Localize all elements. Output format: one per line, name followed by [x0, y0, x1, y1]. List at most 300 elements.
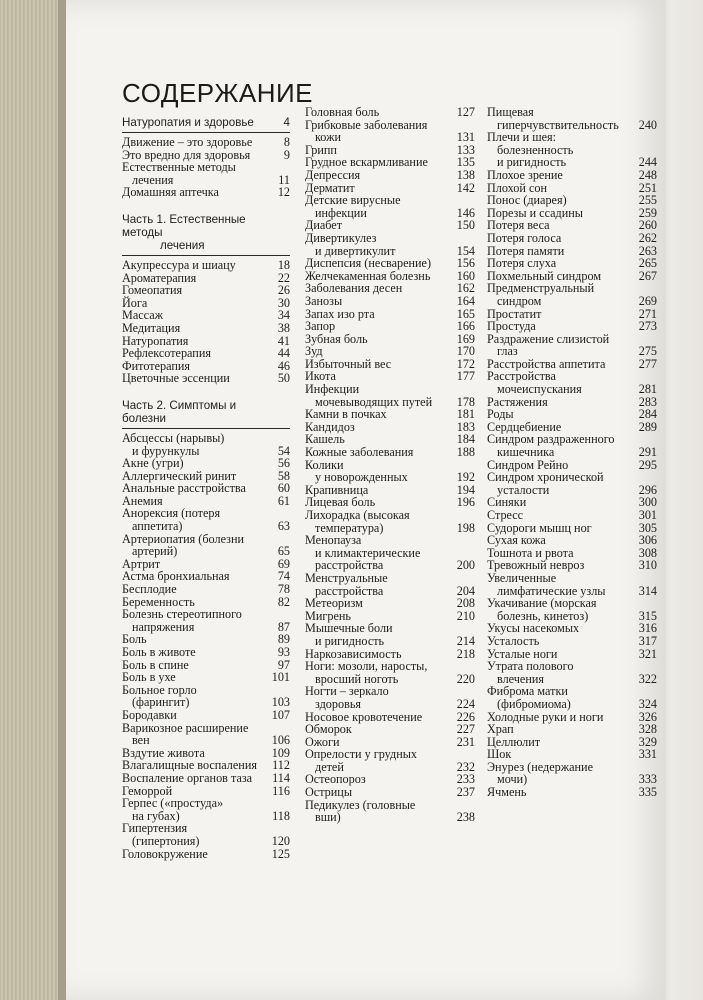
intro-heading-page: 4 — [283, 116, 290, 129]
toc-entry — [487, 698, 657, 711]
divider — [122, 132, 290, 133]
toc-entry-title: Анемия — [122, 493, 163, 508]
toc-entry-page: 224 — [456, 696, 475, 711]
toc-entry-page: 178 — [456, 394, 475, 409]
toc-entry-title: Стресс — [487, 508, 524, 522]
toc-column-2 — [305, 106, 475, 824]
toc-entry-title: и климактерические — [315, 545, 421, 560]
toc-entry-title: лечения — [132, 172, 174, 187]
toc-entry-title: Астма бронхиальная — [122, 569, 230, 584]
toc-entry-title: Ожоги — [305, 734, 340, 749]
toc-entry-page: 106 — [271, 733, 290, 748]
toc-entry — [122, 259, 290, 272]
toc-entry-title: (фарингит) — [132, 695, 190, 710]
toc-entry-page: 82 — [277, 594, 290, 609]
toc-entry-title: Естественные методы — [122, 160, 236, 175]
toc-entry-title: Ногти – зеркало — [305, 684, 389, 699]
toc-entry-page: 142 — [456, 180, 475, 195]
toc-entry-title: Анорексия (потеря — [122, 506, 221, 521]
toc-entry-title: Мигрень — [305, 608, 351, 623]
toc-entry-page: 172 — [456, 356, 475, 371]
toc-entry-title: болезненность — [497, 142, 574, 157]
toc-entry-page: 271 — [638, 306, 657, 321]
toc-entry-title: Грибковые заболевания — [305, 117, 428, 132]
toc-entry — [122, 797, 290, 810]
toc-entry-title: Вздутие живота — [122, 745, 205, 760]
toc-entry-title: Инфекции — [305, 382, 360, 397]
toc-entry-page: 109 — [271, 745, 290, 760]
toc-entry-title: Боль в ухе — [122, 670, 176, 685]
toc-entry-title: Дивертикулез — [305, 230, 377, 245]
toc-entry-page: 61 — [277, 493, 290, 508]
toc-entry-title: Боль в спине — [122, 657, 189, 672]
col3-list — [487, 106, 657, 799]
toc-entry-title: Акне (угри) — [122, 456, 184, 471]
toc-entry-page: 65 — [277, 544, 290, 559]
toc-entry-title: вши) — [315, 810, 341, 825]
toc-entry-page: 289 — [638, 419, 657, 434]
toc-entry — [122, 835, 290, 848]
toc-entry-page: 296 — [638, 482, 657, 497]
toc-entry-title: Фитотерапия — [122, 358, 190, 373]
toc-entry — [487, 408, 657, 421]
toc-entry-title: Потеря памяти — [487, 243, 565, 258]
toc-entry — [487, 635, 657, 648]
toc-entry-page: 156 — [456, 256, 475, 271]
toc-entry — [305, 723, 475, 736]
part1-list — [122, 259, 290, 385]
toc-entry-page: 78 — [277, 582, 290, 597]
toc-entry-title: Варикозное расширение — [122, 720, 249, 735]
toc-entry-title: Икота — [305, 369, 336, 384]
toc-entry — [487, 748, 657, 761]
page-title: СОДЕРЖАНИЕ — [122, 78, 314, 108]
toc-entry-page: 255 — [638, 193, 657, 208]
toc-entry-page: 273 — [638, 319, 657, 334]
toc-entry-page: 127 — [456, 105, 475, 119]
toc-entry-title: Потеря слуха — [487, 256, 557, 271]
toc-entry-title: Мышечные боли — [305, 621, 393, 636]
divider — [122, 255, 290, 256]
toc-entry-title: Похмельный синдром — [487, 268, 602, 283]
toc-entry-title: Остеопороз — [305, 772, 366, 787]
toc-entry-title: гиперчувствительность — [497, 117, 619, 132]
toc-entry-page: 308 — [638, 545, 657, 560]
toc-entry-page: 306 — [638, 533, 657, 548]
toc-entry-title: Геморрой — [122, 783, 173, 798]
toc-entry — [305, 572, 475, 585]
toc-entry-title: влечения — [497, 671, 544, 686]
toc-entry-title: Диспепсия (несварение) — [305, 256, 432, 271]
toc-entry — [305, 471, 475, 484]
toc-entry-page: 120 — [271, 833, 290, 848]
toc-entry-page: 324 — [638, 696, 657, 711]
toc-entry-title: болезнь, кинетоз) — [497, 608, 589, 623]
toc-entry-page: 248 — [638, 167, 657, 182]
toc-entry-page: 93 — [277, 645, 290, 659]
toc-entry-title: Массаж — [122, 308, 164, 323]
toc-entry-title: Гипертензия — [122, 821, 188, 836]
toc-entry — [305, 333, 475, 346]
toc-entry-page: 9 — [283, 147, 290, 162]
toc-entry — [305, 660, 475, 673]
toc-entry-page: 301 — [638, 508, 657, 522]
toc-entry-title: Роды — [487, 407, 514, 422]
toc-entry — [305, 383, 475, 396]
toc-entry-title: вросший ноготь — [315, 671, 399, 686]
toc-entry-page: 54 — [277, 443, 290, 458]
toc-entry-title: детей — [315, 759, 344, 774]
toc-entry-page: 335 — [638, 785, 657, 800]
toc-entry-title: усталости — [497, 482, 550, 497]
toc-entry-page: 18 — [277, 257, 290, 272]
toc-entry-title: Синдром раздраженного — [487, 432, 615, 447]
toc-entry-page: 251 — [638, 180, 657, 195]
toc-entry — [305, 106, 475, 119]
toc-entry-title: Метеоризм — [305, 596, 363, 611]
toc-entry-page: 194 — [456, 482, 475, 497]
part2-heading — [122, 399, 290, 425]
toc-entry — [487, 232, 657, 245]
toc-entry-page: 210 — [456, 608, 475, 623]
toc-entry-page: 74 — [277, 569, 290, 584]
toc-entry-title: Носовое кровотечение — [305, 709, 423, 724]
toc-entry — [305, 597, 475, 610]
toc-entry-page: 263 — [638, 243, 657, 258]
toc-entry-title: Колики — [305, 457, 344, 472]
toc-entry-title: Энурез (недержание — [487, 759, 593, 774]
toc-entry-title: Усталые ноги — [487, 646, 558, 661]
toc-entry — [122, 284, 290, 297]
toc-entry-title: Целлюлит — [487, 734, 541, 749]
toc-entry — [122, 372, 290, 385]
toc-entry-title: Синдром Рейно — [487, 457, 569, 472]
toc-entry-page: 331 — [638, 747, 657, 762]
toc-entry-title: Синдром хронической — [487, 470, 604, 485]
toc-entry-page: 184 — [456, 432, 475, 447]
toc-entry-title: Зуд — [305, 344, 323, 359]
toc-entry — [122, 457, 290, 470]
toc-entry-page: 135 — [456, 155, 475, 170]
toc-entry — [487, 383, 657, 396]
toc-entry-page: 188 — [456, 445, 475, 460]
toc-entry-title: Воспаление органов таза — [122, 770, 253, 785]
toc-entry-page: 265 — [638, 256, 657, 271]
toc-column-3 — [487, 106, 657, 799]
toc-entry-page: 12 — [277, 185, 290, 200]
toc-entry-page: 227 — [456, 722, 475, 737]
toc-entry-page: 69 — [277, 556, 290, 571]
col2-list — [305, 106, 475, 824]
toc-entry-page: 177 — [456, 369, 475, 384]
toc-entry — [305, 232, 475, 245]
toc-entry-title: Боль в животе — [122, 645, 196, 659]
toc-entry-page: 112 — [272, 758, 290, 773]
part1-heading-cont — [122, 239, 290, 252]
toc-entry-title: Избыточный вес — [305, 356, 392, 371]
toc-entry-page: 295 — [638, 457, 657, 472]
divider — [122, 428, 290, 429]
toc-entry — [122, 432, 290, 445]
toc-entry-title: Бородавки — [122, 707, 177, 722]
toc-entry — [487, 345, 657, 358]
intro-heading — [122, 116, 290, 129]
toc-entry — [122, 709, 290, 722]
toc-entry-title: Лицевая боль — [305, 495, 376, 510]
toc-entry-page: 166 — [456, 319, 475, 334]
toc-entry-title: и дивертикулит — [315, 243, 396, 258]
toc-entry-title: Заболевания десен — [305, 281, 403, 296]
toc-entry — [487, 597, 657, 610]
toc-entry-page: 131 — [456, 130, 475, 145]
toc-entry-title: Анальные расстройства — [122, 481, 246, 496]
toc-entry-title: Запор — [305, 319, 336, 334]
toc-entry-page: 259 — [638, 205, 657, 220]
toc-entry-page: 170 — [456, 344, 475, 359]
toc-entry-page: 22 — [277, 270, 290, 285]
toc-entry — [305, 534, 475, 547]
part1-heading-title-cont: лечения — [160, 238, 205, 252]
toc-entry-title: у новорожденных — [315, 470, 408, 485]
toc-entry-page: 315 — [638, 608, 657, 623]
toc-entry — [305, 786, 475, 799]
toc-entry-title: Менструальные — [305, 570, 388, 585]
toc-entry-title: и ригидность — [315, 633, 385, 648]
toc-entry — [487, 723, 657, 736]
toc-entry — [487, 320, 657, 333]
toc-entry — [122, 772, 290, 785]
toc-entry-title: Медитация — [122, 320, 181, 335]
toc-entry-title: Камни в почках — [305, 407, 387, 422]
toc-entry-page: 328 — [638, 722, 657, 737]
toc-entry-title: Крапивница — [305, 482, 369, 497]
toc-entry-title: Йога — [122, 295, 148, 310]
toc-entry-page: 116 — [272, 783, 290, 798]
toc-entry-page: 218 — [456, 646, 475, 661]
toc-entry-title: Фиброма матки — [487, 684, 568, 699]
toc-entry-title: расстройства — [315, 558, 384, 573]
toc-entry-title: температура) — [315, 520, 384, 535]
toc-entry-title: Герпес («простуда» — [122, 796, 224, 811]
toc-entry-title: Понос (диарея) — [487, 193, 567, 208]
toc-entry-title: Беременность — [122, 594, 195, 609]
toc-entry-page: 226 — [456, 709, 475, 724]
toc-entry-page: 310 — [638, 558, 657, 573]
toc-entry-title: Абсцессы (нарывы) — [122, 430, 225, 445]
toc-entry-title: Усталость — [487, 633, 540, 648]
toc-entry-title: Острицы — [305, 785, 353, 800]
toc-entry-title: аппетита) — [132, 519, 183, 534]
toc-entry — [305, 320, 475, 333]
toc-entry — [487, 736, 657, 749]
toc-entry — [122, 848, 290, 861]
toc-entry-title: Больное горло — [122, 682, 197, 697]
toc-entry-page: 138 — [456, 167, 475, 182]
toc-entry-page: 244 — [638, 155, 657, 170]
toc-entry-page: 284 — [638, 407, 657, 422]
toc-entry — [122, 671, 290, 684]
toc-entry-title: (гипертония) — [132, 833, 200, 848]
toc-entry-title: Плохой сон — [487, 180, 547, 195]
toc-entry-page: 160 — [456, 268, 475, 283]
part2-heading-title: Часть 2. Симптомы и болезни — [122, 398, 237, 425]
toc-entry — [487, 194, 657, 207]
toc-entry-title: Депрессия — [305, 167, 361, 182]
toc-entry-title: Грипп — [305, 142, 337, 157]
toc-entry-page: 8 — [283, 135, 290, 149]
toc-entry-title: мочевыводящих путей — [315, 394, 433, 409]
toc-entry-title: Плечи и шея: — [487, 130, 557, 145]
toc-entry-title: Болезнь стереотипного — [122, 607, 242, 622]
toc-entry-title: Детские вирусные — [305, 193, 401, 208]
toc-entry-title: Потеря голоса — [487, 230, 562, 245]
toc-entry-title: Сухая кожа — [487, 533, 546, 548]
toc-entry-page: 214 — [456, 633, 475, 648]
toc-entry-title: Потеря веса — [487, 218, 550, 233]
toc-entry-title: глаз — [497, 344, 518, 359]
toc-entry-title: Менопауза — [305, 533, 362, 548]
toc-entry-page: 198 — [456, 520, 475, 535]
toc-entry — [122, 482, 290, 495]
toc-entry-page: 87 — [277, 619, 290, 634]
toc-entry-title: Плохое зрение — [487, 167, 563, 182]
toc-entry-page: 38 — [277, 320, 290, 335]
toc-entry-page: 50 — [277, 371, 290, 386]
toc-entry-title: Кожные заболевания — [305, 445, 414, 460]
toc-entry-title: Запах изо рта — [305, 306, 375, 321]
intro-heading-title: Натуропатия и здоровье — [122, 116, 254, 129]
toc-entry — [305, 169, 475, 182]
toc-entry-title: Кандидоз — [305, 419, 355, 434]
toc-entry-title: Простатит — [487, 306, 542, 321]
toc-entry-title: и ригидность — [497, 155, 567, 170]
toc-entry-title: Желчекаменная болезнь — [305, 268, 431, 283]
toc-entry — [305, 698, 475, 711]
toc-entry — [305, 194, 475, 207]
part1-heading-title: Часть 1. Естественные методы — [122, 212, 246, 239]
toc-entry-title: (фибромиома) — [497, 696, 571, 711]
toc-entry — [487, 534, 657, 547]
toc-entry-page: 269 — [638, 293, 657, 308]
toc-entry-page: 300 — [638, 495, 657, 510]
toc-entry-page: 97 — [277, 657, 290, 672]
toc-entry-page: 291 — [638, 445, 657, 460]
toc-entry-page: 101 — [271, 670, 290, 685]
toc-entry-title: Домашняя аптечка — [122, 185, 219, 200]
toc-entry-title: Натуропатия — [122, 333, 189, 348]
toc-entry-title: Рефлексотерапия — [122, 346, 211, 361]
toc-entry-page: 150 — [456, 218, 475, 233]
toc-entry-page: 183 — [456, 419, 475, 434]
toc-entry — [305, 811, 475, 824]
toc-entry-title: синдром — [497, 293, 542, 308]
toc-entry-page: 208 — [456, 596, 475, 611]
toc-entry-title: Расстройства — [487, 369, 556, 384]
toc-entry-title: на губах) — [132, 808, 180, 823]
toc-entry-title: Судороги мышц ног — [487, 520, 592, 535]
toc-entry-title: Кашель — [305, 432, 345, 447]
toc-column-1 — [122, 116, 290, 860]
toc-entry — [122, 734, 290, 747]
toc-entry-title: Предменструальный — [487, 281, 595, 296]
toc-entry-title: напряжения — [132, 619, 195, 634]
toc-entry — [122, 322, 290, 335]
toc-entry-title: и фурункулы — [132, 443, 200, 458]
toc-entry-title: Растяжения — [487, 394, 548, 409]
toc-entry-page: 46 — [277, 358, 290, 373]
toc-entry-title: Зубная боль — [305, 331, 368, 346]
toc-entry-title: Занозы — [305, 293, 343, 308]
toc-entry — [305, 635, 475, 648]
toc-entry-title: Ячмень — [487, 785, 527, 800]
toc-entry — [122, 186, 290, 199]
toc-entry-title: Головокружение — [122, 846, 208, 861]
toc-entry-page: 317 — [638, 633, 657, 648]
toc-entry-title: здоровья — [315, 696, 361, 711]
toc-entry-title: Укачивание (морская — [487, 596, 597, 611]
toc-entry-page: 240 — [638, 117, 657, 132]
toc-entry-page: 114 — [272, 770, 290, 785]
toc-entry-page: 237 — [456, 785, 475, 800]
toc-entry-page: 169 — [456, 331, 475, 346]
toc-entry-page: 34 — [277, 308, 290, 323]
toc-entry-title: вен — [132, 733, 150, 748]
toc-entry-page: 146 — [456, 205, 475, 220]
toc-entry-title: Опрелости у грудных — [305, 747, 418, 762]
toc-entry-title: Бесплодие — [122, 582, 177, 597]
toc-entry-page: 321 — [638, 646, 657, 661]
toc-entry — [305, 131, 475, 144]
toc-entry-page: 30 — [277, 295, 290, 310]
toc-entry — [487, 106, 657, 119]
toc-entry — [305, 748, 475, 761]
toc-entry-page: 262 — [638, 230, 657, 245]
toc-entry-page: 162 — [456, 281, 475, 296]
toc-entry-page: 125 — [271, 846, 290, 861]
toc-entry-page: 232 — [456, 759, 475, 774]
toc-entry — [305, 345, 475, 358]
toc-entry-page: 322 — [638, 671, 657, 686]
toc-entry-title: Ноги: мозоли, наросты, — [305, 659, 428, 674]
toc-entry-title: Педикулез (головные — [305, 797, 416, 812]
toc-entry-page: 238 — [456, 810, 475, 825]
toc-entry-page: 233 — [456, 772, 475, 787]
toc-entry — [487, 169, 657, 182]
toc-entry — [487, 572, 657, 585]
toc-entry-title: Храп — [487, 722, 514, 737]
toc-entry-page: 164 — [456, 293, 475, 308]
toc-entry — [305, 257, 475, 270]
toc-entry-title: Тошнота и рвота — [487, 545, 574, 560]
toc-entry-title: Боль — [122, 632, 147, 647]
toc-entry-title: Движение – это здоровье — [122, 135, 253, 149]
toc-entry-page: 89 — [277, 632, 290, 647]
toc-entry-title: Это вредно для здоровья — [122, 147, 251, 162]
toc-entry — [487, 131, 657, 144]
toc-entry-page: 181 — [456, 407, 475, 422]
toc-entry-page: 58 — [277, 468, 290, 483]
toc-entry-title: кишечника — [497, 445, 555, 460]
toc-entry-title: Расстройства аппетита — [487, 356, 606, 371]
toc-entry-title: лимфатические узлы — [497, 583, 606, 598]
toc-entry-title: инфекции — [315, 205, 367, 220]
toc-entry-page: 333 — [638, 772, 657, 787]
toc-entry-page: 326 — [638, 709, 657, 724]
toc-entry-title: Цветочные эссенции — [122, 371, 230, 386]
part1-heading — [122, 213, 290, 239]
toc-entry — [122, 347, 290, 360]
toc-entry-page: 165 — [456, 306, 475, 321]
